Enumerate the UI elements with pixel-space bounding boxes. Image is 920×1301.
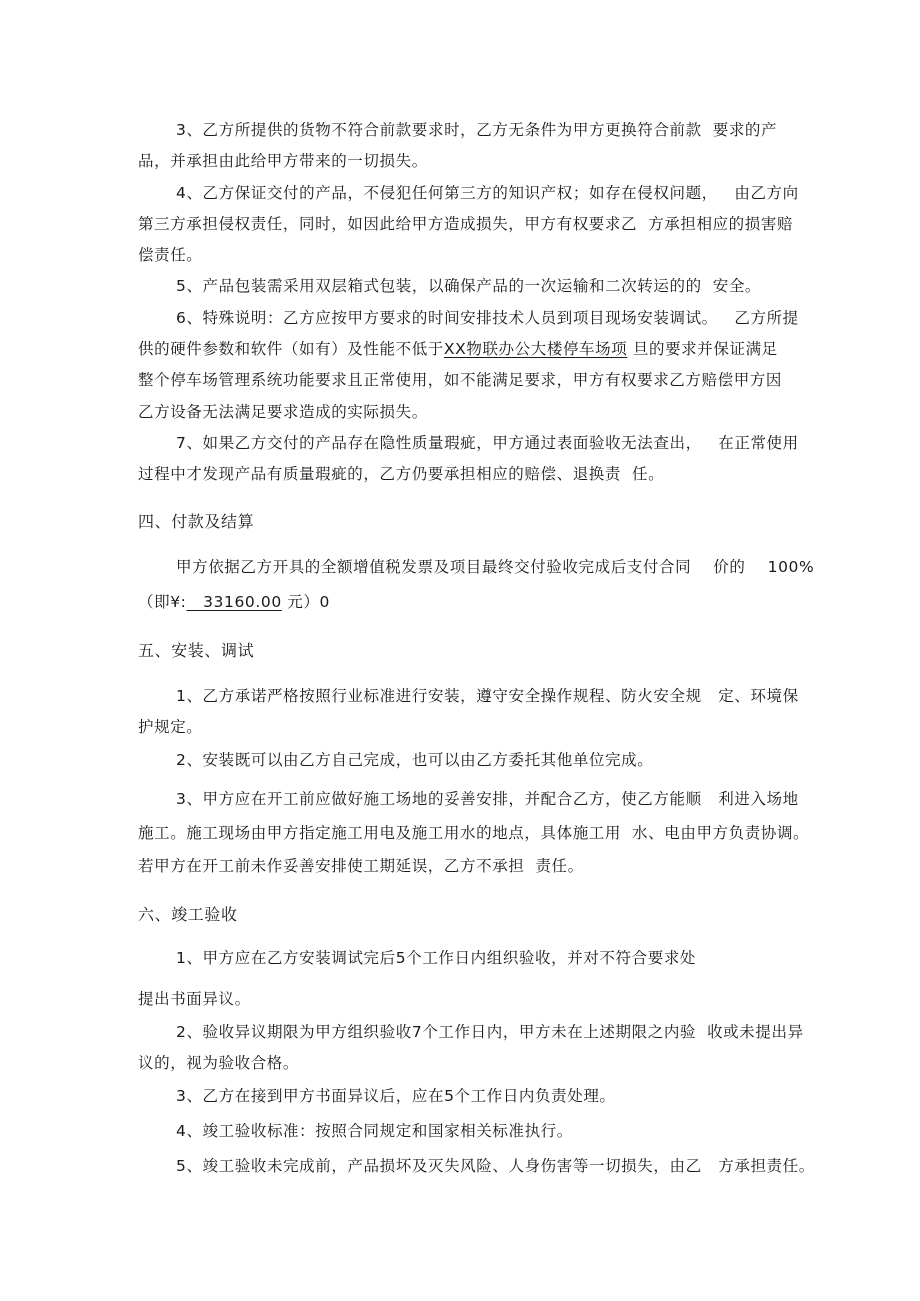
project-name: XX物联办公大楼停车场项 [443, 340, 628, 358]
payment-line-2 [138, 592, 330, 612]
payment-amount: 33160.00 [186, 593, 282, 611]
accept-1-line-2: 提出书面异议。 [138, 990, 251, 1008]
accept-3-line-1: 3、乙方在接到甲方书面异议后，应在5个工作日内负责处理。 [176, 1087, 616, 1105]
payment-prefix: （即¥: [138, 593, 187, 611]
clause-3-line-1: 3、乙方所提供的货物不符合前款要求时，乙方无条件为甲方更换符合前款 要求的产 [176, 121, 778, 139]
clause-6-line-3: 整个停车场管理系统功能要求且正常使用，如不能满足要求，甲方有权要求乙方赔偿甲方因 [138, 371, 783, 389]
payment-suffix: 元）0 [281, 593, 331, 611]
accept-5-line-1: 5、竣工验收未完成前，产品损坏及灭失风险、人身伤害等一切损失，由乙 方承担责任。 [176, 1157, 815, 1175]
accept-2-line-1: 2、验收异议期限为甲方组织验收7个工作日内，甲方未在上述期限之内验 收或未提出异 [176, 1023, 804, 1041]
clause-6-line-2 [138, 339, 778, 359]
clause-5-line-1: 5、产品包装需采用双层箱式包装，以确保产品的一次运输和二次转运的的 安全。 [176, 277, 762, 295]
accept-2-line-2: 议的，视为验收合格。 [138, 1054, 300, 1072]
clause-4-line-1: 4、乙方保证交付的产品，不侵犯任何第三方的知识产权；如存在侵权问题， 由乙方向 [176, 184, 799, 202]
install-2-line-1: 2、安装既可以由乙方自己完成，也可以由乙方委托其他单位完成。 [176, 751, 654, 769]
clause-3-line-2: 品，并承担由此给甲方带来的一切损失。 [138, 152, 428, 170]
accept-1-line-1: 1、甲方应在乙方安装调试完后5个工作日内组织验收，并对不符合要求处 [176, 949, 697, 967]
payment-line-1: 甲方依据乙方开具的全额增值税发票及项目最终交付验收完成后支付合同 价的 100% [176, 558, 815, 576]
accept-4-line-1: 4、竣工验收标准：按照合同规定和国家相关标准执行。 [176, 1122, 573, 1140]
clause-7-line-2: 过程中才发现产品有质量瑕疵的，乙方仍要承担相应的赔偿、退换责 任。 [138, 465, 665, 483]
install-3-line-1: 3、甲方应在开工前应做好施工场地的妥善安排，并配合乙方，使乙方能顺 利进入场地 [176, 790, 799, 808]
clause-4-line-3: 偿责任。 [138, 246, 203, 264]
install-3-line-3: 若甲方在开工前未作妥善安排使工期延误，乙方不承担 责任。 [138, 857, 584, 875]
clause-6-line-1: 6、特殊说明：乙方应按甲方要求的时间安排技术人员到项目现场安装调试。 乙方所提 [176, 309, 799, 327]
clause-6-line-2-end: 旦的要求并保证满足 [627, 340, 778, 358]
section-4-heading: 四、付款及结算 [138, 512, 255, 531]
section-6-heading: 六、竣工验收 [138, 905, 238, 924]
section-5-heading: 五、安装、调试 [138, 641, 255, 660]
clause-7-line-1: 7、如果乙方交付的产品存在隐性质量瑕疵，甲方通过表面验收无法查出， 在正常使用 [176, 434, 799, 452]
install-1-line-1: 1、乙方承诺严格按照行业标准进行安装，遵守安全操作规程、防火安全规 定、环境保 [176, 687, 799, 705]
install-1-line-2: 护规定。 [138, 718, 203, 736]
install-3-line-2: 施工。施工现场由甲方指定施工用电及施工用水的地点，具体施工用 水、电由甲方负责协调。 [138, 824, 810, 842]
clause-6-line-4: 乙方设备无法满足要求造成的实际损失。 [138, 403, 428, 421]
clause-6-line-2-start: 供的硬件参数和软件（如有）及性能不低于 [138, 340, 444, 358]
clause-4-line-2: 第三方承担侵权责任，同时，如因此给甲方造成损失，甲方有权要求乙 方承担相应的损害赔 [138, 215, 794, 233]
